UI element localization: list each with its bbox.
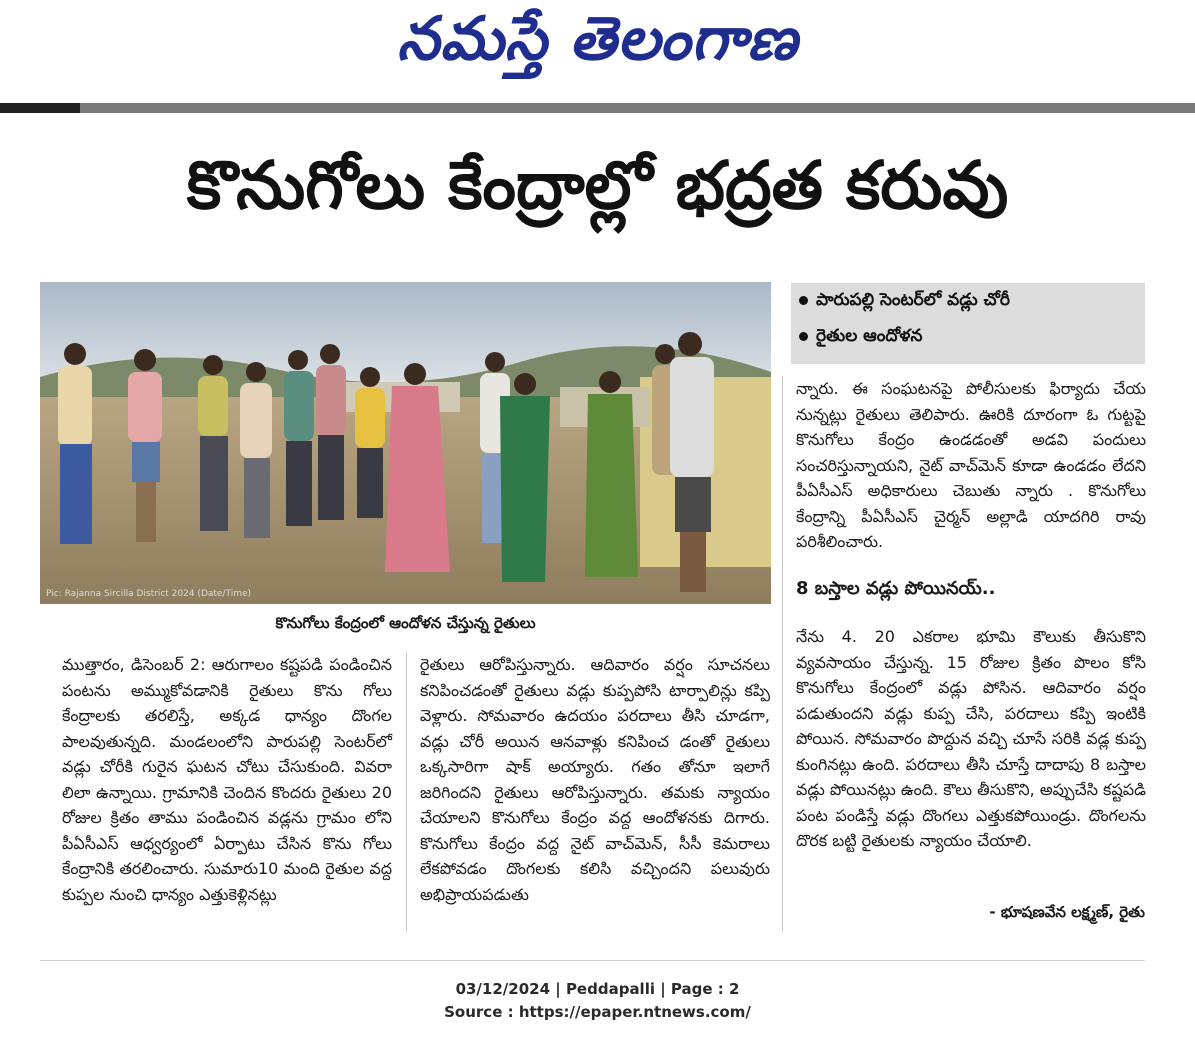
bottom-rule (40, 960, 1145, 961)
footer-source-link[interactable]: Source : https://epaper.ntnews.com/ (444, 1003, 751, 1021)
quote-signoff: - భూషణవేన లక్ష్మణ్, రైతు (989, 903, 1145, 921)
masthead-rule (80, 103, 1195, 113)
article-column-3-bottom (796, 624, 1146, 854)
article-column-3-top (796, 376, 1146, 555)
highlights-box (791, 283, 1145, 364)
footer-date-line: 03/12/2024 | Peddapalli | Page : 2 (455, 980, 740, 998)
photo-credit: Pic: Rajanna Sircilla District 2024 (Date/Time) (46, 589, 252, 599)
article-column-1 (62, 652, 392, 907)
highlight-item (799, 290, 1010, 314)
masthead (0, 0, 1195, 100)
masthead-rule-dark (0, 103, 80, 113)
article-paragraph: రైతులు ఆరోపిస్తున్నారు. ఆదివారం వర్షం సూచనలు కనిపించడంతో రైతులు వడ్లు కుప్పపోసి టార్పాలిన్లు కప్పి వెళ్లారు. సోమవారం ఉదయం పరదాలు తీసి చూడగా, వడ్లు చోరీ అయిన ఆనవాళ్లు కనిపించ డంతో రైతులు ఒక్కసారిగా షాక్ అయ్యారు. గతం తోనూ ఇలాగే జరిగిందని రైతులు ఆరోపిస్తున్నారు. తమకు న్యాయం చేయాలని కొనుగోలు కేంద్రం వద్ద ఆందోళనకు దిగారు. కొనుగోలు కేంద్రం వద్ద నైట్ వాచ్‌మెన్, సీసీ కెమరాలు లేకపోవడం దొంగలకు కలిసి వచ్చిందని పలువురు అభిప్రాయపడుతు (420, 655, 770, 904)
masthead-title: నమస్తే తెలంగాణ (396, 4, 799, 74)
quote-subhead: 8 బస్తాల వడ్లు పోయినయ్.. (796, 578, 996, 599)
quote-paragraph: నేను 4. 20 ఎకరాల భూమి కౌలుకు తీసుకొని వ్యవసాయం చేస్తున్న. 15 రోజుల క్రితం పొలం కోసి కొనుగోలు కేంద్రంలో వడ్లు పోసిన. ఆదివారం వర్షం పడుతుందని వడ్లు కుప్ప చేసి, పరదాలు కప్పి ఇంటికి పోయిన. సోమవారం పొద్దున వచ్చి చూసే సరికి వడ్ల కుప్ప కుంగినట్లు ఉంది. పరదాలు తీసి చూస్తే దాదాపు 8 బస్తాల వడ్లు పోయినట్లు ఉంది. కౌలు తీసుకొని, అప్పుచేసి కష్టపడి పంట పండిస్తే వడ్లు దొంగలు ఎత్తుకపోయిండ్రు. దొంగలను దొరక బట్టి రైతులకు న్యాయం చేయాలి. (796, 627, 1146, 850)
headline: కొనుగోలు కేంద్రాల్లో భద్రత కరువు (186, 147, 1009, 224)
highlight-text: పారుపల్లి సెంటర్‌లో వడ్లు చోరీ (816, 290, 1010, 310)
highlight-text: రైతుల ఆందోళన (816, 326, 923, 346)
photo-caption: కొనుగోలు కేంద్రంలో ఆందోళన చేస్తున్న రైతులు (275, 614, 536, 632)
column-divider (782, 376, 783, 932)
article-paragraph: ముత్తారం, డిసెంబర్ 2: ఆరుగాలం కష్టపడి పండించిన పంటను అమ్ముకోవడానికి రైతులు కొను గోలు కేంద్రాలకు తరలిస్తే, అక్కడ ధాన్యం దొంగల పాలవుతున్నది. మండలంలోని పారుపల్లి సెంటర్‌లో వడ్లు చోరీకి గురైన ఘటన చోటు చేసుకుంది. వివరా లిలా ఉన్నాయి. గ్రామానికి చెందిన కొందరు రైతులు 20 రోజుల క్రితం తాము పండించిన వడ్లను గ్రామం లోని పీఏసీఎస్ ఆధ్వర్యంలో ఏర్పాటు చేసిన కొను గోలు కేంద్రానికి తరలించారు. సుమారు10 మంది రైతుల వద్ద కుప్పల నుంచి ధాన్యం ఎత్తుకెళ్లినట్లు (62, 655, 392, 904)
column-divider (406, 652, 407, 932)
article-column-2 (420, 652, 770, 907)
article-paragraph: న్నారు. ఈ సంఘటనపై పోలీసులకు ఫిర్యాదు చేయ నున్నట్లు రైతులు తెలిపారు. ఊరికి దూరంగా ఓ గుట్టపై కొనుగోలు కేంద్రం ఉండడంతో అడవి పందులు సంచరిస్తున్నాయని, నైట్ వాచ్‌మెన్ కూడా ఉండడం లేదని పీఏసీఎస్ అధికారులు చెబుతు న్నారు . కొనుగోలు కేంద్రాన్ని పీఏసీఎస్ చైర్మన్ అల్లాడి యాదగిరి రావు పరిశీలించారు. (796, 379, 1146, 551)
news-photo (40, 282, 771, 604)
bullet-icon (799, 296, 808, 305)
highlight-item (799, 326, 922, 350)
bullet-icon (799, 332, 808, 341)
